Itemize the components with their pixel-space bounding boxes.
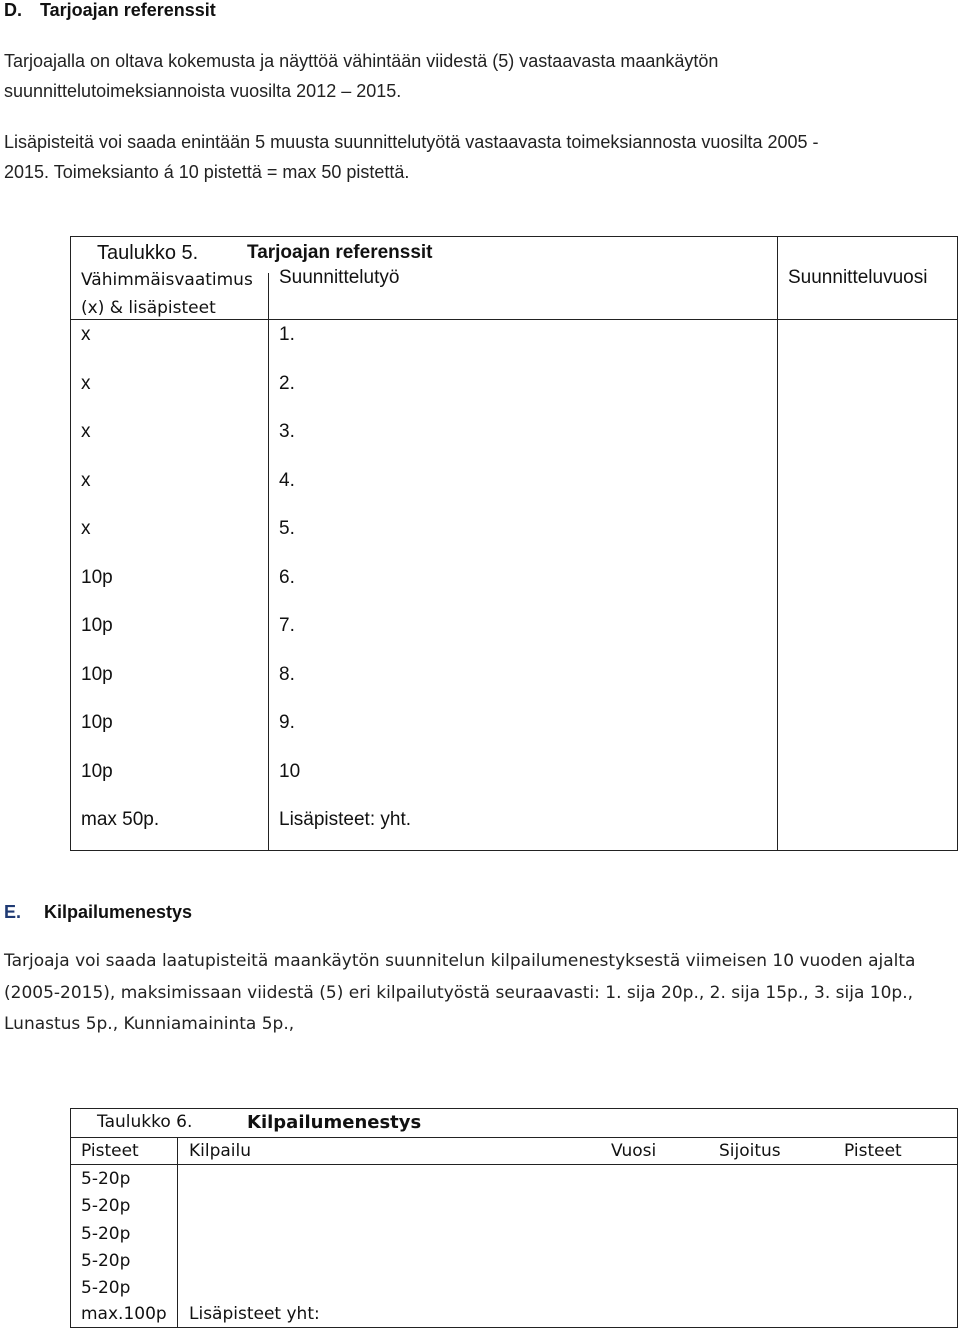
table-5-row-work: 3. [279, 421, 295, 442]
table-6-caption-label: Taulukko 6. [97, 1112, 193, 1132]
table-5-row-work: 5. [279, 518, 295, 539]
table-6-caption-divider [71, 1137, 957, 1138]
table-5-row-work: 10 [279, 760, 301, 782]
table-5-caption-label: Taulukko 5. [97, 242, 199, 264]
table-5-row-work: 1. [279, 324, 295, 345]
table-6 [70, 1108, 958, 1328]
table-6-header-points: Pisteet [81, 1141, 139, 1161]
table-5 [70, 236, 958, 851]
section-d-para1-line1: Tarjoajalla on oltava kokemusta ja näyttöä vähintään viidestä (5) vastaavasta maankäytön [4, 51, 719, 71]
table-6-row-points: 5-20p [81, 1223, 131, 1244]
table-6-row-points: 5-20p [81, 1278, 131, 1299]
section-d-para2-line2: 2015. Toimeksianto á 10 pistettä = max 50 pistettä. [4, 162, 410, 182]
section-d-title: Tarjoajan referenssit [40, 0, 216, 20]
table-5-row-requirement: 10p [81, 566, 113, 588]
table-5-row-requirement: x [81, 469, 91, 491]
table-5-row-work: 8. [279, 663, 295, 685]
table-5-col-divider-2 [777, 237, 778, 850]
table-5-row-work: 6. [279, 566, 295, 588]
section-e-letter: E. [4, 902, 22, 922]
table-5-row-requirement: max 50p. [81, 809, 160, 830]
table-5-caption-title: Tarjoajan referenssit [247, 242, 433, 263]
table-6-row-points: 5-20p [81, 1169, 131, 1189]
table-6-header-divider [71, 1164, 957, 1165]
section-e-line3: Lunastus 5p., Kunniamaininta 5p., [4, 1014, 295, 1034]
table-5-row-requirement: 10p [81, 663, 113, 685]
table-6-footer-label: Lisäpisteet yht: [189, 1304, 320, 1324]
table-5-row-work: Lisäpisteet: yht. [279, 809, 412, 830]
table-5-row-work: 4. [279, 469, 295, 491]
table-6-footer-points: max.100p [81, 1304, 167, 1324]
table-6-header-placement: Sijoitus [719, 1141, 781, 1161]
table-6-header-competition: Kilpailu [189, 1141, 252, 1161]
table-6-col-divider-1 [177, 1137, 178, 1327]
table-6-header-year: Vuosi [611, 1141, 657, 1161]
table-6-caption-title: Kilpailumenestys [247, 1112, 422, 1133]
table-6-row-points: 5-20p [81, 1250, 131, 1271]
table-5-row-work: 2. [279, 372, 295, 394]
table-5-row-requirement: 10p [81, 615, 113, 636]
table-5-row-requirement: 10p [81, 712, 113, 733]
table-5-row-work: 9. [279, 712, 295, 733]
table-5-col-divider-1 [268, 273, 269, 850]
table-5-row-requirement: x [81, 372, 91, 394]
table-6-row-points: 5-20p [81, 1196, 131, 1217]
table-5-row-requirement: 10p [81, 760, 113, 782]
section-d-letter: D. [4, 0, 22, 20]
table-6-header-score: Pisteet [844, 1141, 902, 1161]
section-d-para1-line2: suunnittelutoimeksiannoista vuosilta 2012 – 2015. [4, 81, 402, 101]
section-d-para2-line1: Lisäpisteitä voi saada enintään 5 muusta suunnittelutyötä vastaavasta toimeksiannosta vuosilta 2005 - [4, 132, 819, 152]
section-e-line2: (2005-2015), maksimissaan viidestä (5) eri kilpailutyöstä seuraavasti: 1. sija 20p., 2. sija 15p., 3. sija 10p., [4, 983, 914, 1003]
table-5-row-requirement: x [81, 324, 91, 345]
table-5-row-work: 7. [279, 615, 295, 636]
table-5-header-work: Suunnittelutyö [279, 267, 400, 288]
section-e-title: Kilpailumenestys [44, 902, 193, 922]
table-5-header-requirement: Vähimmäisvaatimus (x) & lisäpisteet [81, 270, 253, 318]
table-5-row-requirement: x [81, 421, 91, 442]
table-5-row-requirement: x [81, 518, 91, 539]
section-e-line1: Tarjoaja voi saada laatupisteitä maankäytön suunnitelun kilpailumenestyksestä viimeisen 10 vuoden ajalta [4, 951, 916, 971]
table-5-header-year: Suunnitteluvuosi [788, 267, 928, 288]
